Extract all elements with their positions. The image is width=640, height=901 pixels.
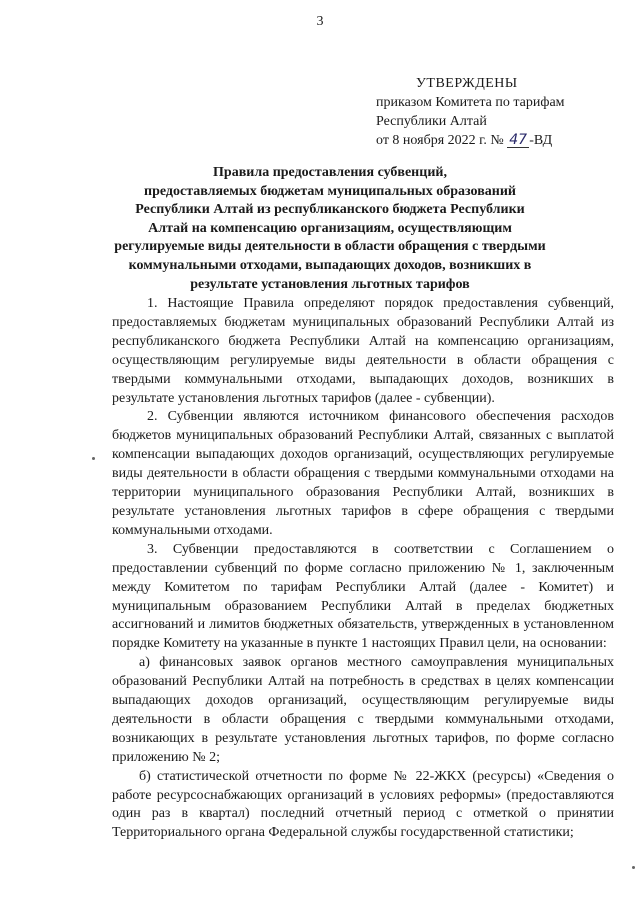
title-line: результате установления льготных тарифов bbox=[190, 276, 470, 292]
approval-date-prefix: от 8 ноября 2022 г. № bbox=[376, 133, 504, 148]
document-body bbox=[112, 295, 614, 843]
paragraph-3: 3. Субвенции предоставляются в соответствии с Соглашением о предоставлении субвенций по форме согласно приложению № 1, заключенным между Комитетом по тарифам Республики Алтай (далее - Комитет) и муниципальным образованием Республики Алтай в пределах бюджетных ассигнований и лимитов бюджетных обязательств, утвержденных в установленном порядке Комитету на указанные в пункте 1 настоящих Правил цели, на основании: bbox=[112, 541, 614, 652]
title-line: Республики Алтай из республиканского бюджета Республики bbox=[135, 202, 525, 218]
scan-speck bbox=[632, 866, 635, 869]
approval-date-line bbox=[376, 131, 565, 150]
subparagraph-b: б) статистической отчетности по форме № 22-ЖКХ (ресурсы) «Сведения о работе ресурсоснабжающих организаций в условиях реформы» (предоставляются один раз в квартал) последний отчетный период с отметкой о принятии Территориального органа Федеральной службы государственной статистики; bbox=[112, 768, 614, 841]
scan-speck bbox=[92, 457, 95, 460]
order-number: 47 bbox=[507, 133, 529, 148]
approval-line-1: приказом Комитета по тарифам bbox=[376, 95, 565, 110]
paragraph-2: 2. Субвенции являются источником финансового обеспечения расходов бюджетов муниципальных образований Республики Алтай, связанных с выплатой компенсации выпадающих доходов организаций, осуществляющих регулируемые виды деятельности в области обращения с твердыми коммунальными отходами на территории муниципального образования Республики Алтай, возникших в результате установления льготных тарифов в сфере обращения с твердыми коммунальными отходами. bbox=[112, 409, 614, 538]
approval-line-2: Республики Алтай bbox=[376, 114, 487, 129]
order-suffix: -ВД bbox=[529, 133, 553, 148]
title-line: Правила предоставления субвенций, bbox=[213, 165, 447, 180]
paragraph-1: 1. Настоящие Правила определяют порядок предоставления субвенций, предоставляемых бюджетам муниципальных образований Республики Алтай из республиканского бюджета Республики Алтай на компенсацию организациям, осуществляющим регулируемые виды деятельности в области обращения с твердыми коммунальными отходами, выпадающих доходов, возникших в результате установления льготных тарифов (далее - субвенции). bbox=[112, 296, 614, 406]
page-number: 3 bbox=[316, 14, 324, 29]
approval-heading: УТВЕРЖДЕНЫ bbox=[416, 76, 518, 91]
approval-stamp bbox=[376, 74, 565, 150]
title-line: предоставляемых бюджетам муниципальных образований bbox=[144, 183, 516, 199]
title-line: Алтай на компенсацию организациям, осуществляющим bbox=[148, 220, 512, 236]
subparagraph-a: а) финансовых заявок органов местного самоуправления муниципальных образований Республики Алтай на потребность в средствах в целях компенсации выпадающих доходов организаций, осуществляющим регулируемые виды деятельности в области обращения с твердыми коммунальными отходами, возникающих в результате установления льготных тарифов, по форме согласно приложению № 2; bbox=[112, 655, 614, 765]
title-line: коммунальными отходами, выпадающих доходов, возникших в bbox=[128, 257, 532, 273]
document-title bbox=[110, 164, 550, 294]
title-line: регулируемые виды деятельности в области обращения с твердыми bbox=[114, 239, 546, 255]
